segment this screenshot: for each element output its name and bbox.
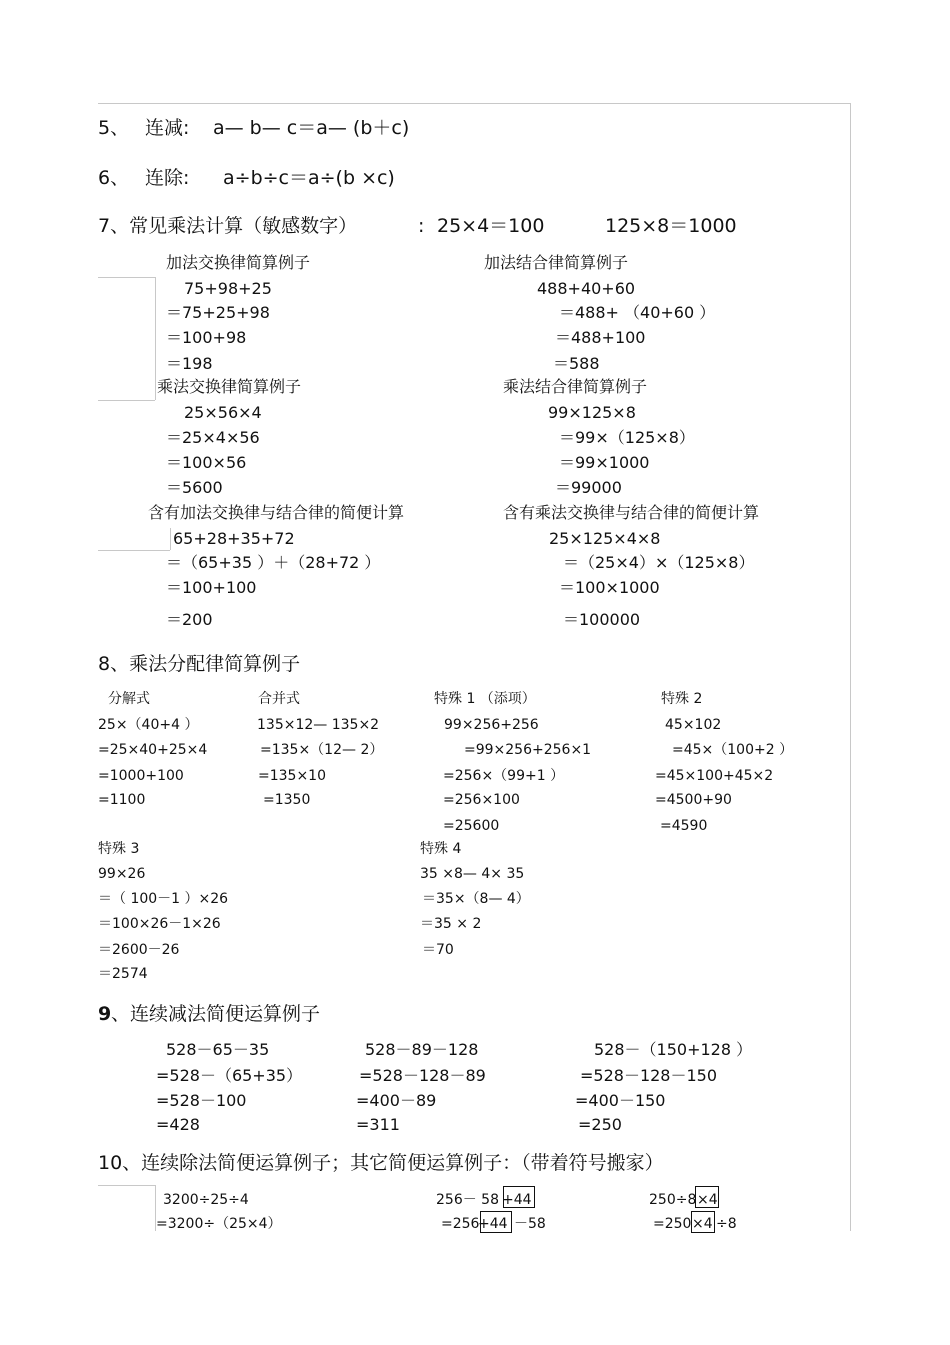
sec10-col3-result: =250 bbox=[653, 1216, 692, 1232]
sec8-col3-line: =99×256+256×1 bbox=[464, 742, 592, 758]
bracket-line-2-v bbox=[170, 528, 171, 550]
sec7-colon: : bbox=[418, 215, 425, 237]
sec8-col5-title: 特殊 3 bbox=[98, 841, 140, 857]
sec10-col1-line: =3200÷（25×4） bbox=[156, 1216, 282, 1232]
sec8-col4-line: =45×100+45×2 bbox=[655, 768, 774, 784]
sec6-formula: a÷b÷c＝a÷(b ×c) bbox=[223, 167, 395, 189]
sec9-col1-line: =528－（65+35） bbox=[156, 1066, 303, 1085]
sec10-col2-result: =256 bbox=[441, 1216, 480, 1232]
sec6-number: 6、 bbox=[98, 167, 130, 189]
ex-add-both-title: 含有加法交换律与结合律的简便计算 bbox=[148, 503, 405, 522]
sec9-col1-line: =528－100 bbox=[156, 1091, 247, 1110]
sec8-col6-line: ＝70 bbox=[422, 942, 454, 958]
ex-mul-assoc-line: ＝99×（125×8） bbox=[559, 428, 695, 447]
sec8-col3-line: =256×（99+1 ） bbox=[443, 768, 565, 784]
sec8-col4-line: =45×（100+2 ） bbox=[672, 742, 794, 758]
ex-mul-both-line: 25×125×4×8 bbox=[549, 529, 661, 548]
ex-mul-assoc-line: 99×125×8 bbox=[548, 403, 636, 422]
ex-add-assoc-line: ＝488+100 bbox=[555, 328, 646, 347]
sec9-col2-line: =311 bbox=[356, 1115, 400, 1134]
sec8-col3-title: 特殊 1 （添项） bbox=[434, 691, 536, 707]
sec8-col3-line: 99×256+256 bbox=[444, 717, 539, 733]
ex-mul-both-line: ＝（25×4）×（125×8） bbox=[563, 553, 755, 572]
sec8-col5-line: ＝2574 bbox=[98, 966, 148, 982]
ex-add-assoc-title: 加法结合律简算例子 bbox=[484, 253, 629, 272]
ex-mul-both-line: ＝100000 bbox=[563, 610, 641, 629]
sec10-col1-line: 3200÷25÷4 bbox=[163, 1192, 249, 1208]
sec10-col3-boxed-term: ×4 bbox=[692, 1216, 713, 1232]
sec8-col3-line: =256×100 bbox=[443, 792, 520, 808]
ex-add-both-line: ＝200 bbox=[166, 610, 213, 629]
ex-add-assoc-line: ＝488+ （40+60 ） bbox=[559, 303, 716, 322]
sec8-col4-line: =4590 bbox=[660, 818, 708, 834]
sec8-title: 8、乘法分配律简算例子 bbox=[98, 653, 301, 675]
sec8-col5-line: 99×26 bbox=[98, 866, 146, 882]
ex-add-comm-line: 75+98+25 bbox=[184, 279, 272, 298]
sec6-label: 连除: bbox=[145, 167, 190, 189]
ex-mul-comm-line: ＝5600 bbox=[166, 478, 223, 497]
frame-right-line bbox=[850, 103, 851, 1231]
sec8-col4-line: =4500+90 bbox=[655, 792, 732, 808]
sec8-col2-line: =135×10 bbox=[258, 768, 326, 784]
sec10-col2-boxed-term: +44 bbox=[478, 1216, 508, 1232]
ex-mul-comm-line: ＝25×4×56 bbox=[166, 428, 260, 447]
sec9-col3-line: =400－150 bbox=[575, 1091, 666, 1110]
sec10-col2-highlight-box bbox=[480, 1211, 512, 1233]
sec7-formula-1: 25×4＝100 bbox=[437, 215, 545, 237]
bracket-line-1-v bbox=[155, 277, 156, 400]
sec8-col6-title: 特殊 4 bbox=[420, 841, 462, 857]
sec8-col1-title: 分解式 bbox=[108, 691, 150, 707]
sec10-col3-result: ÷8 bbox=[716, 1216, 737, 1232]
sec9-col2-line: =528－128－89 bbox=[359, 1066, 486, 1085]
sec9-col2-line: 528－89－128 bbox=[365, 1040, 479, 1059]
sec8-col5-line: ＝100×26－1×26 bbox=[98, 916, 221, 932]
sec9-col3-line: =528－128－150 bbox=[580, 1066, 718, 1085]
sec9-col1-line: 528－65－35 bbox=[166, 1040, 270, 1059]
ex-mul-assoc-line: ＝99000 bbox=[555, 478, 622, 497]
sec9-title-number: 9 bbox=[98, 1003, 112, 1025]
ex-add-assoc-line: ＝588 bbox=[553, 354, 600, 373]
sec8-col4-title: 特殊 2 bbox=[661, 691, 703, 707]
bracket-line-1-bot bbox=[98, 400, 155, 401]
sec8-col1-line: 25×（40+4 ） bbox=[98, 717, 199, 733]
sec8-col4-line: 45×102 bbox=[665, 717, 722, 733]
sec5-formula: a— b— c＝a— (b＋c) bbox=[213, 117, 410, 139]
sec8-col6-line: ＝35×（8— 4） bbox=[422, 891, 530, 907]
ex-mul-comm-line: 25×56×4 bbox=[184, 403, 262, 422]
sec9-col3-line: =250 bbox=[578, 1115, 622, 1134]
ex-mul-comm-line: ＝100×56 bbox=[166, 453, 247, 472]
sec8-col2-line: 135×12— 135×2 bbox=[257, 717, 380, 733]
ex-add-comm-line: ＝100+98 bbox=[166, 328, 247, 347]
ex-mul-comm-title: 乘法交换律简算例子 bbox=[157, 377, 302, 396]
ex-mul-both-title: 含有乘法交换律与结合律的简便计算 bbox=[503, 503, 760, 522]
sec8-col1-line: =25×40+25×4 bbox=[98, 742, 208, 758]
sec7-title: 7、常见乘法计算（敏感数字） bbox=[98, 215, 358, 237]
sec10-col2-expr: 256－ 58 bbox=[436, 1192, 499, 1208]
sec8-col3-line: =25600 bbox=[443, 818, 500, 834]
ex-add-assoc-line: 488+40+60 bbox=[537, 279, 636, 298]
sec9-title: 、连续减法简便运算例子 bbox=[111, 1003, 321, 1025]
frame-top-line bbox=[98, 103, 850, 104]
ex-add-comm-line: ＝75+25+98 bbox=[166, 303, 270, 322]
ex-add-both-line: ＝100+100 bbox=[166, 578, 257, 597]
sec9-col1-line: =428 bbox=[156, 1115, 200, 1134]
sec5-number: 5、 bbox=[98, 117, 130, 139]
sec9-col2-line: =400－89 bbox=[356, 1091, 437, 1110]
sec8-col2-line: =1350 bbox=[263, 792, 311, 808]
sec8-col6-line: 35 ×8— 4× 35 bbox=[420, 866, 525, 882]
bracket-line-2-bot bbox=[98, 550, 170, 551]
ex-add-both-line: ＝（65+35 ）＋（28+72 ） bbox=[166, 553, 381, 572]
sec10-col2-result: －58 bbox=[514, 1216, 546, 1232]
ex-add-both-line: 65+28+35+72 bbox=[173, 529, 295, 548]
sec8-col6-line: ＝35 × 2 bbox=[420, 916, 482, 932]
bracket-line-1-top bbox=[98, 277, 155, 278]
sec10-col3-expr: 250÷8 bbox=[649, 1192, 697, 1208]
ex-mul-assoc-title: 乘法结合律简算例子 bbox=[503, 377, 648, 396]
sec10-title: 10、连续除法简便运算例子；其它简便运算例子：（带着符号搬家） bbox=[98, 1152, 664, 1174]
sec10-col2-highlight-box bbox=[503, 1186, 535, 1208]
sec10-col2-boxed-term: +44 bbox=[502, 1192, 532, 1208]
sec8-col5-line: ＝2600－26 bbox=[98, 942, 180, 958]
ex-mul-assoc-line: ＝99×1000 bbox=[559, 453, 650, 472]
sec9-col3-line: 528－（150+128 ） bbox=[594, 1040, 753, 1059]
sec10-col3-highlight-box bbox=[691, 1211, 715, 1233]
sec8-col1-line: =1100 bbox=[98, 792, 146, 808]
sec5-label: 连减: bbox=[145, 117, 190, 139]
sec7-formula-2: 125×8＝1000 bbox=[605, 215, 737, 237]
ex-mul-both-line: ＝100×1000 bbox=[559, 578, 660, 597]
sec8-col2-title: 合并式 bbox=[258, 691, 300, 707]
ex-add-comm-line: ＝198 bbox=[166, 354, 213, 373]
sec8-col1-line: =1000+100 bbox=[98, 768, 184, 784]
sec8-col5-line: ＝（ 100－1 ）×26 bbox=[98, 891, 229, 907]
ex-add-comm-title: 加法交换律简算例子 bbox=[166, 253, 311, 272]
bracket-line-3-top bbox=[98, 1185, 155, 1186]
sec10-col3-highlight-box bbox=[695, 1186, 719, 1208]
sec8-col2-line: =135×（12— 2） bbox=[260, 742, 384, 758]
sec10-col3-boxed-term: ×4 bbox=[697, 1192, 718, 1208]
